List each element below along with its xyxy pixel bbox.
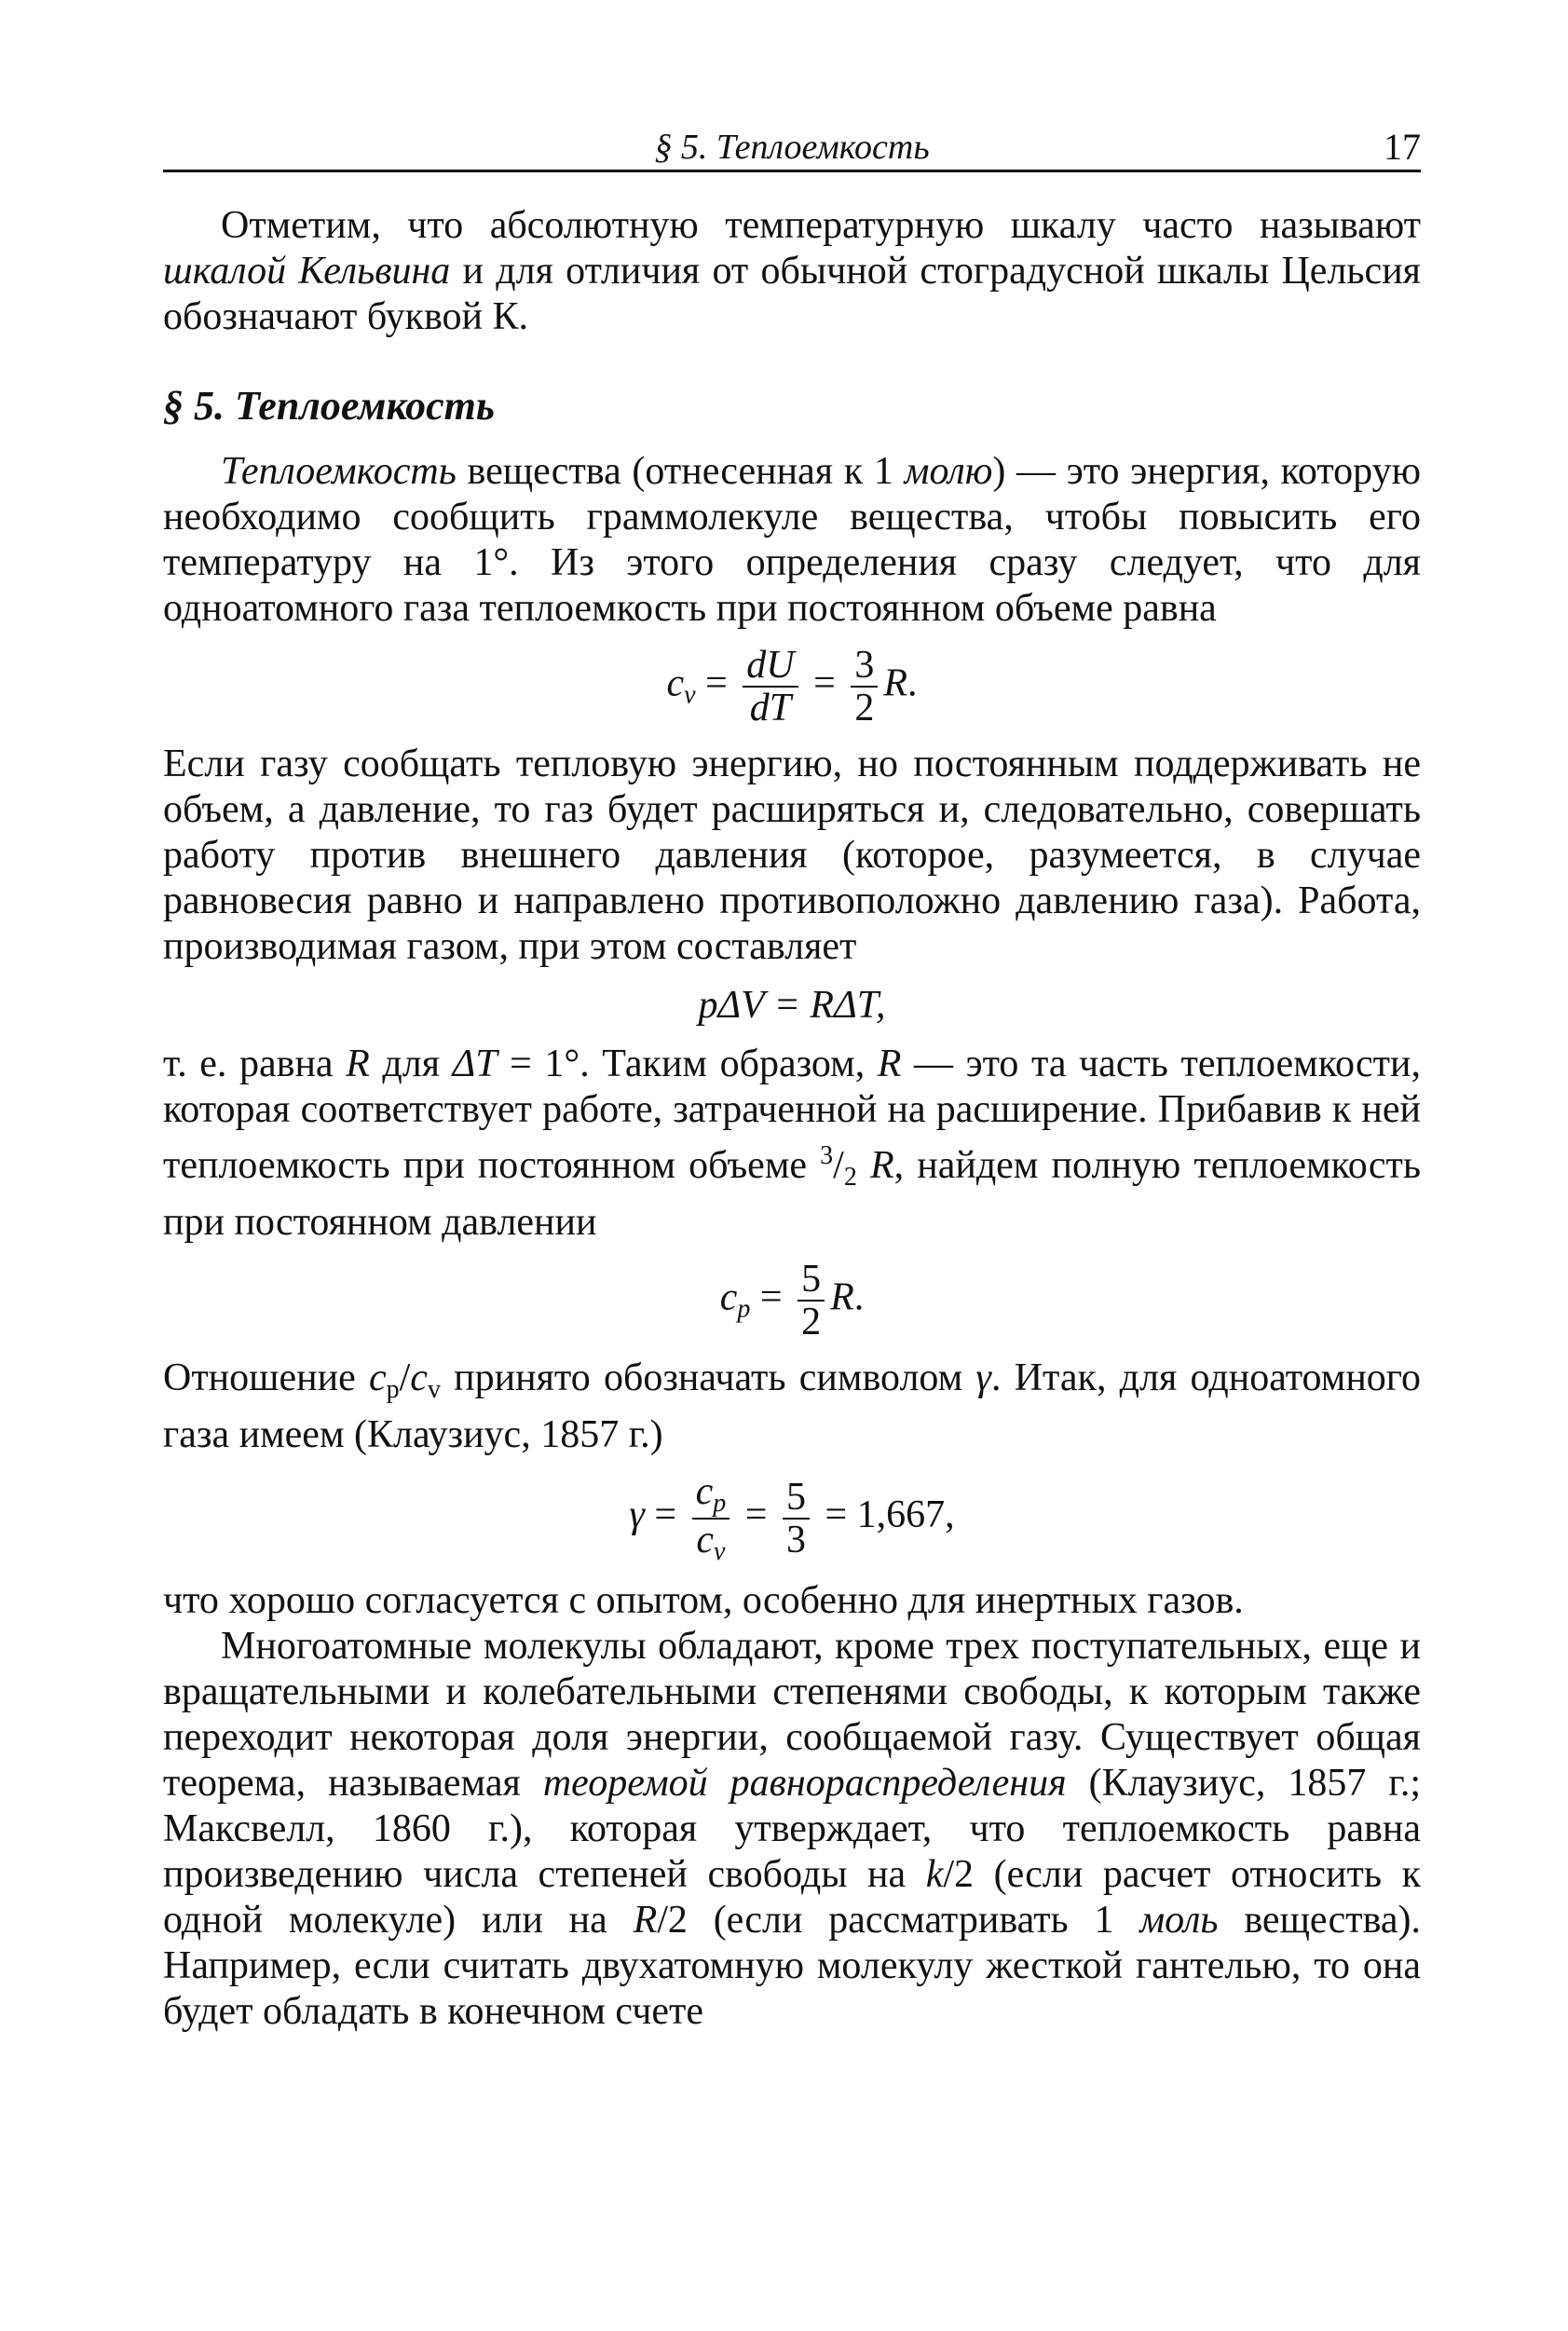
slash: / [399,1356,411,1400]
denominator: dT [749,687,792,730]
superscript-3: 3 [820,1141,834,1171]
formula-work: pΔV = RΔT, [698,984,886,1028]
text-run: /2 (если расчет относить к одной молекуле) или на [163,1853,1421,1942]
punctuation: . [907,661,918,705]
symbol-c: c [666,661,685,705]
denominator: 2 [854,687,875,730]
fraction-5-2 [798,1259,825,1343]
equals-sign: = [644,1493,687,1537]
text-run: , найдем полную теплоемкость при постоянном давлении [163,1144,1422,1245]
text-run: Отношение [163,1356,369,1400]
subscript-p: p [737,1294,751,1324]
text-run: для [369,1043,453,1086]
page-body [163,203,1421,2035]
paragraph-equipartition [163,1624,1421,2035]
page-number: 17 [1384,126,1421,168]
text-run: /2 (если рассматривать 1 [657,1899,1140,1942]
subscript-v: v [427,1375,441,1405]
page-header [163,121,1421,172]
equals-sign: = [750,1275,793,1319]
symbol-c: c [695,1470,714,1514]
numerator [692,1471,730,1519]
text-run: и для отличия от обычной стоградусной шкалы Цельсия обозначают буквой К. [163,250,1421,338]
emphasis-equipartition-theorem: теоремой равнораспределения [542,1762,1067,1806]
text-run: вещества (отнесенная к 1 [456,450,905,493]
formula-cp [163,1259,1421,1343]
numerator: 3 [851,645,878,688]
fraction-3-2 [851,645,878,729]
text-run: т. е. равна [163,1043,347,1086]
paragraph-gamma [163,1356,1421,1458]
paragraph-work: Если газу сообщать тепловую энергию, но постоянным поддерживать не объем, а давление, то газ будет расширяться и, следовательно, совершать работу против внешнего давления (которое, разумеется, в случае равновесия равно и направлено противоположно давлению газа). Работа, производимая газом, при этом составляет [163,743,1421,969]
emphasis-heat-capacity: Теплоемкость [221,450,457,493]
equals-sign: = [803,661,846,705]
fraction-5-3 [783,1477,810,1561]
symbol-k: k [925,1853,944,1897]
symbol-delta-T: ΔT [452,1043,498,1086]
numerator: 5 [798,1259,825,1302]
symbol-gamma: γ [629,1493,645,1537]
text-run: (Клаузиус, 1857 г.; Максвелл, 1860 г.), которая утверждает, что теплоемкость равна произведению числа степеней свободы на [163,1762,1421,1897]
emphasis-mole: молю [904,450,993,493]
paragraph-cp-derivation [163,1042,1421,1246]
fraction-cp-cv [692,1471,730,1565]
symbol-R: R [633,1899,658,1942]
symbol-c: c [368,1356,387,1400]
formula-cv [163,645,1421,729]
punctuation: . [853,1275,865,1319]
numerator: 5 [783,1477,810,1520]
text-run: вещества). Например, если считать двухатомную молекулу жесткой гантелью, то она будет обладать в конечном счете [163,1899,1421,2034]
fraction-dU-dT [743,645,798,729]
symbol-R: R [346,1043,370,1086]
symbol-R: R [877,1043,902,1086]
numerator: dU [743,645,798,688]
text-run: принято обозначать символом [440,1356,976,1400]
subscript-v: v [684,680,696,710]
text-run: ) — это энергия, которую необходимо сообщить граммолекуле вещества, чтобы повысить его температуру на 1°. Из этого определения сразу следует, что для одноатомного газа теплоемкость при постоянном объеме равна [163,450,1421,630]
slash: / [833,1144,844,1188]
subscript-2: 2 [843,1163,857,1193]
equals-sign: = [695,661,738,705]
text-run: = 1°. Таким образом, [497,1043,878,1086]
emphasis-mole: моль [1139,1899,1219,1942]
paragraph-definition [163,449,1421,632]
denominator [692,1520,730,1565]
formula-gamma [163,1471,1421,1565]
symbol-R: R [856,1144,894,1188]
symbol-gamma: γ [975,1356,991,1400]
gamma-value: 1,667, [856,1493,955,1537]
subscript-v: v [714,1536,726,1566]
symbol-c: c [410,1356,428,1400]
text-run: Отметим, что абсолютную температурную шкалу часто называют [221,204,1421,247]
paragraph-agreement: что хорошо согласуется с опытом, особенно для инертных газов. [163,1579,1244,1623]
text-run: Многоатомные молекулы обладают, кроме трех поступательных, еще и вращательными и колебательными степенями свободы, к которым также переходит некоторая доля энергии, сообщаемой газу. Существует общая теорема, называемая [163,1625,1421,1806]
running-head: § 5. Теплоемкость [654,128,930,167]
symbol-R: R [830,1275,854,1319]
intro-paragraph [163,203,1421,340]
equals-sign: = [735,1493,777,1537]
symbol-R: R [883,661,907,705]
equals-sign: = [814,1493,857,1537]
text-run: — это та часть теплоемкости, которая соответствует работе, затраченной на расширение. Прибавив к ней теплоемкость при постоянном объеме [163,1043,1421,1188]
emphasis-kelvin-scale: шкалой Кельвина [163,250,451,293]
denominator: 3 [785,1518,806,1561]
symbol-c: c [719,1275,738,1319]
text-run: . Итак, для одноатомного газа имеем (Клаузиус, 1857 г.) [163,1356,1421,1457]
denominator: 2 [801,1301,822,1344]
subscript-p: p [386,1375,400,1405]
subscript-p: p [713,1489,727,1519]
symbol-c: c [696,1518,715,1561]
section-heading: § 5. Теплоемкость [163,383,495,429]
